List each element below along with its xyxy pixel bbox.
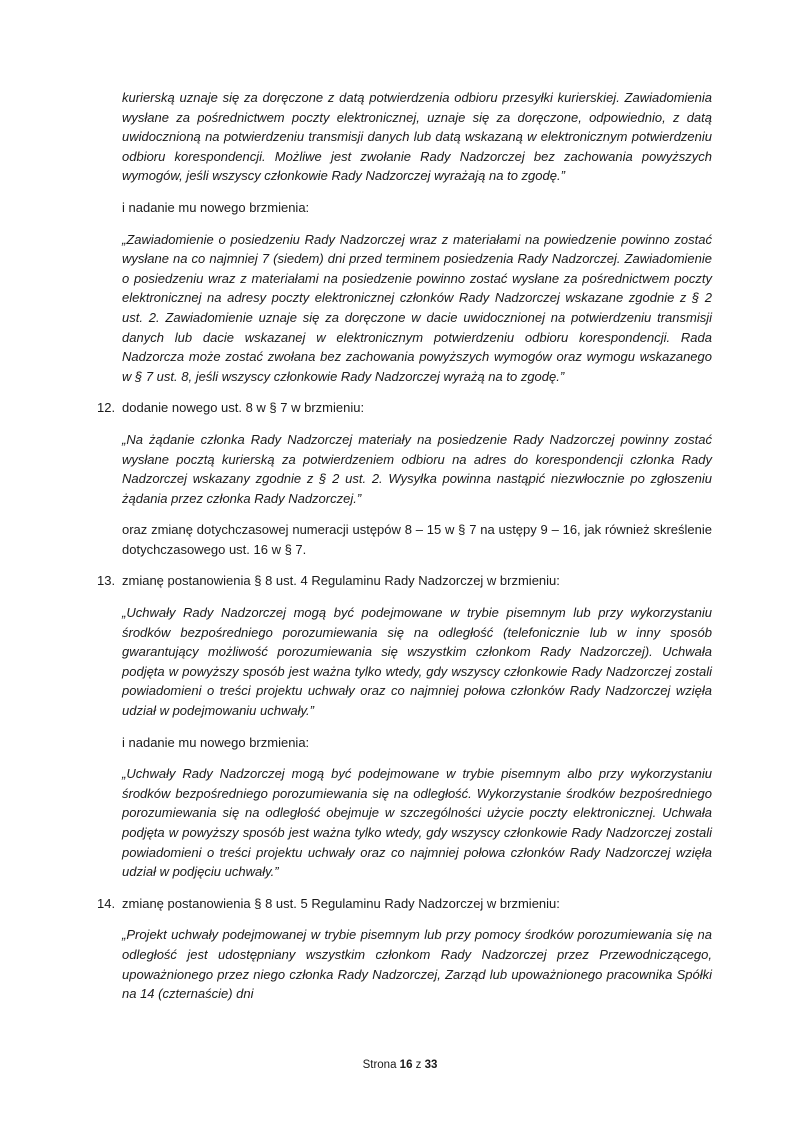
clause-item-13 xyxy=(97,571,712,591)
linking-sentence-new-wording-1: i nadanie mu nowego brzmienia: xyxy=(122,199,310,215)
quoted-clause-new-wording-par7: „Zawiadomienie o posiedzeniu Rady Nadzorczej wraz z materiałami na powiedzenie powinno zostać wysłane na co najmniej 7 (siedem) dni przed terminem posiedzenia Rady Nadzorczej. Zawiadomienie o posiedzeniu wraz z materiałami na posiedzenie powinno zostać wysłane za pośrednictwem poczty elektronicznej na adresy poczty elektronicznej członków Rady Nadzorczej wskazane zgodnie z § 2 ust. 2. Zawiadomienie uznaje się za doręczone w dacie uwidocznionej na potwierdzeniu transmisji danych lub dacie wskazanej w elektronicznym potwierdzeniu odbioru korespondencji. Rada Nadzorcza może zostać zwołana bez zachowania powyższych wymogów oraz wymogu wskazanego w § 7 ust. 8, jeśli wszyscy członkowie Rady Nadzorczej wyrażą na to zgodę.” xyxy=(122,231,712,384)
linking-sentence-new-wording-2: i nadanie mu nowego brzmienia: xyxy=(122,734,310,750)
clause-item-14-number: 14. xyxy=(97,895,116,911)
page-body xyxy=(97,88,712,1016)
quoted-clause-par7-ust8: „Na żądanie członka Rady Nadzorczej materiały na posiedzenie Rady Nadzorczej powinny zostać wysłane pocztą kurierską za potwierdzeniem odbioru na adres do korespondencji członka Rady Nadzorczej wskazany zgodnie z § 2 ust. 2. Wysyłka powinna nastąpić niezwłocznie po zgłoszeniu żądania przez członka Rady Nadzorczej.” xyxy=(122,431,712,506)
quoted-clause-par8-ust5: „Projekt uchwały podejmowanej w trybie pisemnym lub przy pomocy środków porozumiewania się na odległość jest udostępniany wszystkim członkom Rady Nadzorczej przez Przewodniczącego, upoważnionego przez niego członka Rady Nadzorczej, Zarząd lub upoważnionego pracownika Spółki na 14 (czternaście) dni xyxy=(122,927,712,1002)
page-footer xyxy=(0,1058,800,1072)
clause-item-14-text: zmianę postanowienia § 8 ust. 5 Regulaminu Rady Nadzorczej w brzmieniu: xyxy=(122,895,560,911)
footer-page-total: 33 xyxy=(424,1059,438,1071)
clause-item-12-number: 12. xyxy=(97,400,116,416)
quoted-clause-par8-ust4-new: „Uchwały Rady Nadzorczej mogą być podejmowane w trybie pisemnym albo przy wykorzystaniu środków bezpośredniego porozumiewania się na odległość. Wykorzystanie środków bezpośredniego porozumiewania się na odległość obejmuje w szczególności użycie poczty elektronicznej. Uchwała podjęta w powyższy sposób jest ważna tylko wtedy, gdy wszyscy członkowie Rady Nadzorczej zostali powiadomieni o treści projektu uchwały oraz co najmniej połowa członków Rady Nadzorczej wzięła udział w podjęciu uchwały.” xyxy=(122,766,712,880)
footer-label-z: z xyxy=(415,1059,422,1071)
footer-page-current: 16 xyxy=(399,1059,413,1071)
quoted-clause-continuation: kurierską uznaje się za doręczone z datą potwierdzenia odbioru przesyłki kurierskiej. Zawiadomienia wysłane za pośrednictwem poczty elektronicznej, uznaje się za doręczone, odpowiednio, z datą uwidocznioną na potwierdzeniu transmisji danych lub datą wskazaną w elektronicznym potwierdzeniu odbioru korespondencji. Możliwe jest zwołanie Rady Nadzorczej bez zachowania powyższych wymogów, jeśli wszyscy członkowie Rady Nadzorczej wyrażają na to zgodę.” xyxy=(122,90,712,184)
clause-item-12 xyxy=(97,398,712,418)
footer-label-strona: Strona xyxy=(362,1059,397,1071)
clause-item-13-text: zmianę postanowienia § 8 ust. 4 Regulaminu Rady Nadzorczej w brzmieniu: xyxy=(122,573,560,589)
clause-item-13-number: 13. xyxy=(97,573,116,589)
clause-item-12-text: dodanie nowego ust. 8 w § 7 w brzmieniu: xyxy=(122,400,365,416)
clause-item-14 xyxy=(97,894,712,914)
quoted-clause-par8-ust4-old: „Uchwały Rady Nadzorczej mogą być podejmowane w trybie pisemnym lub przy wykorzystaniu środków bezpośredniego porozumiewania się na odległość (telefonicznie lub w inny sposób gwarantujący możliwość porozumiewania się wszystkim członkom Rady Nadzorczej). Uchwała podjęta w powyższy sposób jest ważna tylko wtedy, gdy wszyscy członkowie Rady Nadzorczej zostali powiadomieni o treści projektu uchwały oraz co najmniej połowa członków Rady Nadzorczej wzięła udział w podejmowaniu uchwały.” xyxy=(122,605,712,719)
linking-sentence-renumbering: oraz zmianę dotychczasowej numeracji ustępów 8 – 15 w § 7 na ustępy 9 – 16, jak również skreślenie dotychczasowego ust. 16 w § 7. xyxy=(122,522,712,557)
